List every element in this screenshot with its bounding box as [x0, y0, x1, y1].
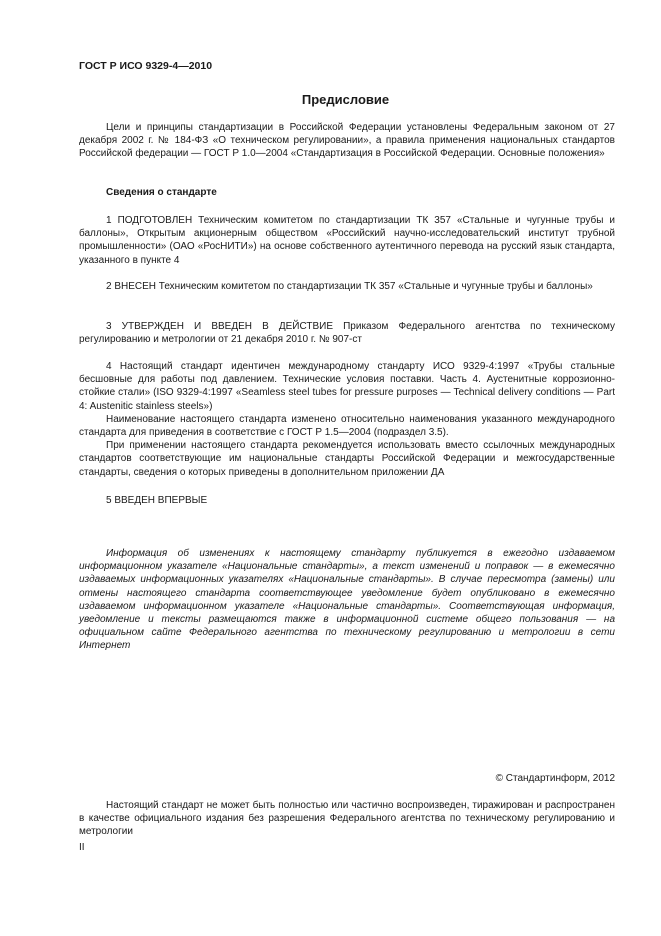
information-notice-text: Информация об изменениях к настоящему стандарту публикуется в ежегодно издаваемом информационном указателе «Национальные стандарты», а текст изменений и поправок — в ежемесячно издаваемых информационных указателях «Национальные стандарты». В случае пересмотра (замены) или отмены настоящего стандарта соответствующее уведомление будет опубликовано в ежемесячно издаваемом информационном указателе «Национальные стандарты». Соответствующая информация, уведомление и тексты размещаются также в информационной системе общего пользования — на официальном сайте Федерального агентства по техническому регулированию и метрологии в сети Интернет: [79, 548, 615, 652]
item-4: [79, 360, 615, 479]
item-3-text: 3 УТВЕРЖДЕН И ВВЕДЕН В ДЕЙСТВИЕ Приказом Федерального агентства по техническому регулированию и метрологии от 21 декабря 2010 г. № 907-ст: [79, 321, 615, 346]
section-subtitle: Сведения о стандарте: [106, 187, 217, 198]
page-number: II: [79, 842, 85, 853]
information-notice: [79, 547, 615, 653]
item-1: [79, 214, 615, 267]
intro-paragraph: Цели и принципы стандартизации в Российской Федерации установлены Федеральным законом от 27 декабря 2002 г. № 184-ФЗ «О техническом регулировании», а правила применения национальных стандартов Российской федерации — ГОСТ Р 1.0—2004 «Стандартизация в Российской Федерации. Основные положения»: [79, 122, 615, 160]
item-4-note-refs: При применении настоящего стандарта рекомендуется использовать вместо ссылочных международных стандартов соответствующие им национальные стандарты Российской Федерации и межгосударственные стандарты, сведения о которых приведены в дополнительном приложении ДА: [79, 440, 615, 478]
item-2-text: 2 ВНЕСЕН Техническим комитетом по стандартизации ТК 357 «Стальные и чугунные трубы и баллоны»: [106, 281, 593, 292]
copyright-line: © Стандартинформ, 2012: [495, 773, 615, 784]
page-title: Предисловие: [301, 92, 390, 107]
document-code-header: ГОСТ Р ИСО 9329-4—2010: [79, 60, 213, 72]
item-3: [79, 320, 615, 346]
item-5: [79, 494, 615, 507]
item-2: [79, 280, 615, 293]
reproduction-notice-text: Настоящий стандарт не может быть полностью или частично воспроизведен, тиражирован и распространен в качестве официального издания без разрешения Федерального агентства по техническому регулированию и метрологии: [79, 800, 615, 838]
reproduction-notice: [79, 799, 615, 839]
item-4-text: 4 Настоящий стандарт идентичен международному стандарту ИСО 9329-4:1997 «Трубы стальные бесшовные для работы под давлением. Технические условия поставки. Часть 4. Аустенитные коррозионно-стойкие стали» (ISO 9329-4:1997 «Seamless steel tubes for pressure purposes — Technical delivery conditions — Part 4: Austenitic stainless steels»): [79, 361, 615, 412]
item-4-note-name: Наименование настоящего стандарта изменено относительно наименования указанного международного стандарта для приведения в соответствие с ГОСТ Р 1.5—2004 (подраздел 3.5).: [79, 413, 615, 439]
intro-section: [79, 121, 615, 161]
item-1-text: 1 ПОДГОТОВЛЕН Техническим комитетом по стандартизации ТК 357 «Стальные и чугунные трубы и баллоны», Открытым акционерным обществом «Российский научно-исследовательский институт трубной промышленности» (ОАО «РосНИТИ») на основе собственного аутентичного перевода на русский язык стандарта, указанного в пункте 4: [79, 215, 615, 266]
item-5-text: 5 ВВЕДЕН ВПЕРВЫЕ: [106, 495, 208, 506]
